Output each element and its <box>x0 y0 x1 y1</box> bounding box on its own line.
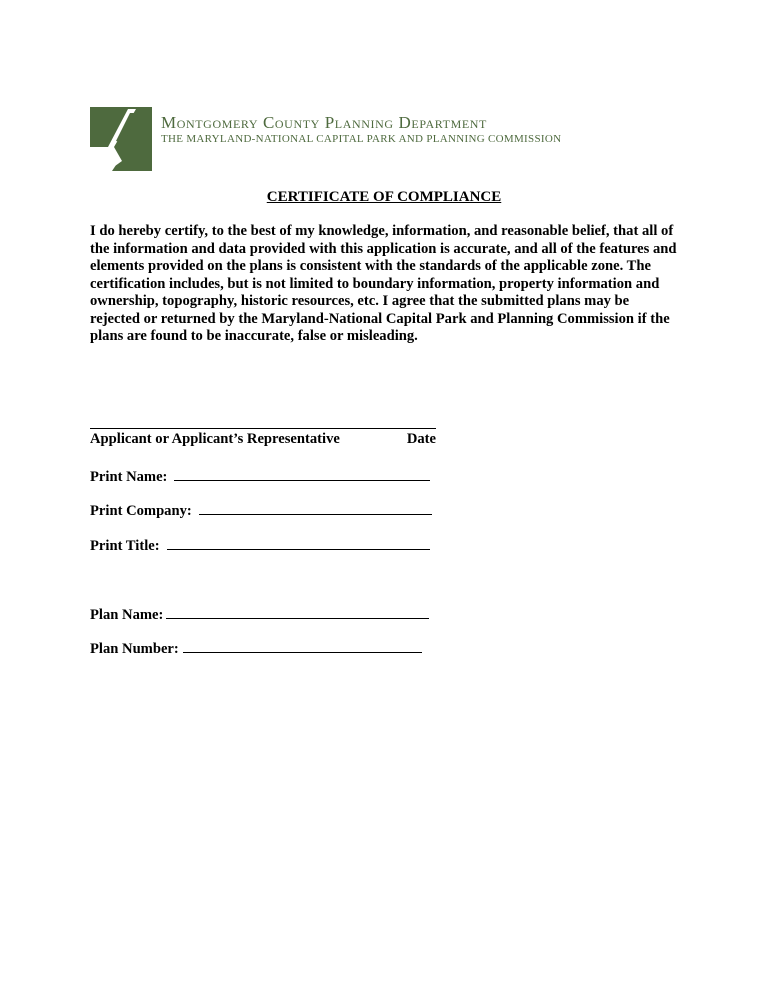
plan-number-field <box>90 638 422 658</box>
print-title-field <box>90 535 430 555</box>
print-name-field <box>90 466 430 486</box>
plan-number-label: Plan Number: <box>90 641 179 657</box>
plan-number-blank[interactable] <box>183 638 422 653</box>
print-name-blank[interactable] <box>174 466 430 481</box>
print-name-label: Print Name: <box>90 469 168 485</box>
org-subtitle: THE MARYLAND-NATIONAL CAPITAL PARK AND PLANNING COMMISSION <box>161 133 562 145</box>
print-company-label: Print Company: <box>90 503 192 519</box>
signature-label: Applicant or Applicant’s Representative <box>90 431 340 447</box>
print-title-blank[interactable] <box>167 535 430 550</box>
org-name: Montgomery County Planning Department <box>161 113 487 132</box>
certification-statement: I do hereby certify, to the best of my knowledge, information, and reasonable belief, that all of the information and data provided with this application is accurate, and all of the features and elements provided on the plans is consistent with the standards of the applicable zone. The certification includes, but is not limited to boundary information, property information and ownership, topography, historic resources, etc. I agree that the submitted plans may be rejected or returned by the Maryland-National Capital Park and Planning Commission if the plans are found to be inaccurate, false or misleading. <box>90 223 677 344</box>
letterhead <box>90 107 610 173</box>
document-title: CERTIFICATE OF COMPLIANCE <box>266 189 502 205</box>
date-label: Date <box>406 431 436 447</box>
signature-line[interactable] <box>90 428 436 429</box>
plan-name-label: Plan Name: <box>90 607 164 623</box>
plan-name-blank[interactable] <box>166 604 429 619</box>
mncppc-logo-icon <box>90 107 152 171</box>
signature-labels <box>90 431 436 448</box>
plan-name-field <box>90 604 429 624</box>
print-company-blank[interactable] <box>199 500 432 515</box>
print-company-field <box>90 500 432 520</box>
print-title-label: Print Title: <box>90 538 160 554</box>
